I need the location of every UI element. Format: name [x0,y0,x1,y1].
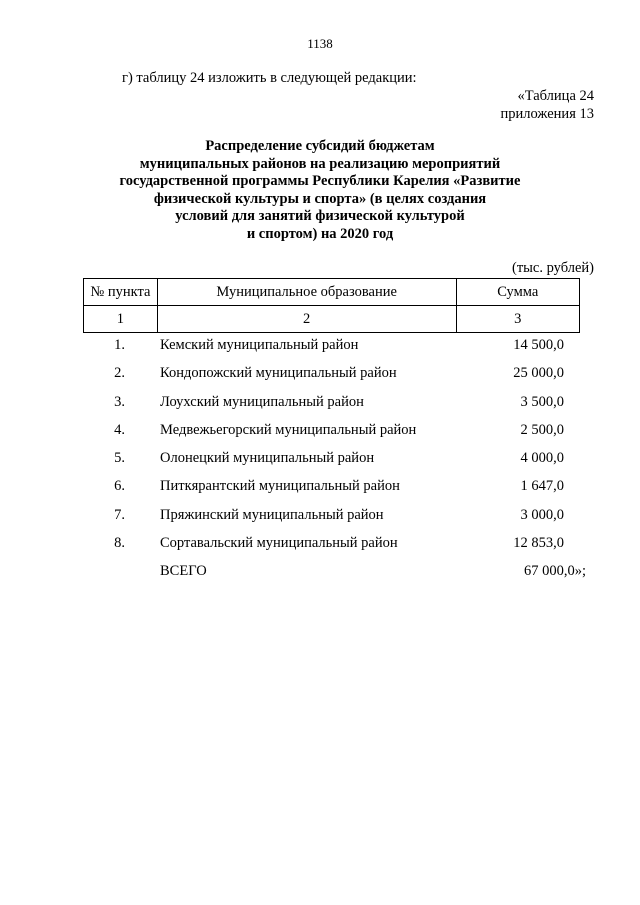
row-amount: 2 500,0 [520,421,564,438]
row-municipality: Медвежьегорский муниципальный район [160,421,417,438]
row-amount: 14 500,0 [513,337,564,353]
table-body [0,337,640,592]
document-title [0,138,640,243]
table-reference-line-1: «Таблица 24 [517,88,594,104]
table-row [0,365,640,393]
table-row [0,507,640,535]
row-municipality: Кондопожский муниципальный район [160,365,397,382]
row-number: 2. [114,365,125,382]
row-municipality: Питкярантский муниципальный район [160,478,400,495]
page-number: 1138 [307,36,333,51]
title-line: условий для занятий физической культурой [175,208,465,224]
title-line: физической культуры и спорта» (в целях создания [153,190,487,207]
header-col-municipality: Муниципальное образование [157,279,456,306]
header-col-amount: Сумма [456,279,579,306]
header-num-3: 3 [456,306,579,333]
row-amount: 4 000,0 [520,450,564,467]
intro-text: г) таблицу 24 изложить в следующей редакции: [122,70,417,86]
table-row [0,394,640,422]
row-municipality: Олонецкий муниципальный район [160,450,375,467]
row-amount: 3 500,0 [520,393,564,410]
table-header [83,278,580,333]
table-row [0,478,640,506]
table-reference-line-2: приложения 13 [500,106,594,122]
title-line: государственной программы Республики Карелия «Развитие [119,173,521,189]
row-municipality: Пряжинский муниципальный район [160,506,384,523]
row-number: 3. [114,393,125,410]
row-municipality: Сортавальский муниципальный район [160,535,398,552]
row-number: 1. [114,337,125,353]
row-number: 6. [114,478,125,495]
table-row [0,535,640,563]
row-municipality: Кемский муниципальный район [160,337,359,353]
title-line: Распределение субсидий бюджетам [205,138,435,154]
table-reference [501,87,594,123]
row-number: 5. [114,450,125,467]
table-row [0,337,640,365]
header-num-1: 1 [84,306,158,333]
header-col-number: № пункта [84,279,158,306]
row-number: 7. [114,506,125,523]
row-amount: 12 853,0 [513,535,564,552]
table-row [0,450,640,478]
header-row [84,279,580,306]
table-row [0,422,640,450]
header-numbering-row [84,306,580,333]
row-number: 8. [114,535,125,552]
row-amount: 3 000,0 [520,506,564,523]
title-line: муниципальных районов на реализацию мероприятий [139,155,501,172]
title-line: и спортом) на 2020 год [246,225,394,242]
units-label: (тыс. рублей) [512,260,594,276]
total-amount: 67 000,0»; [523,563,586,580]
row-number: 4. [114,421,125,438]
row-amount: 1 647,0 [520,478,564,495]
total-row [0,563,640,591]
header-num-2: 2 [157,306,456,333]
row-municipality: Лоухский муниципальный район [160,393,364,410]
row-amount: 25 000,0 [513,365,564,382]
total-label: ВСЕГО [160,563,207,580]
